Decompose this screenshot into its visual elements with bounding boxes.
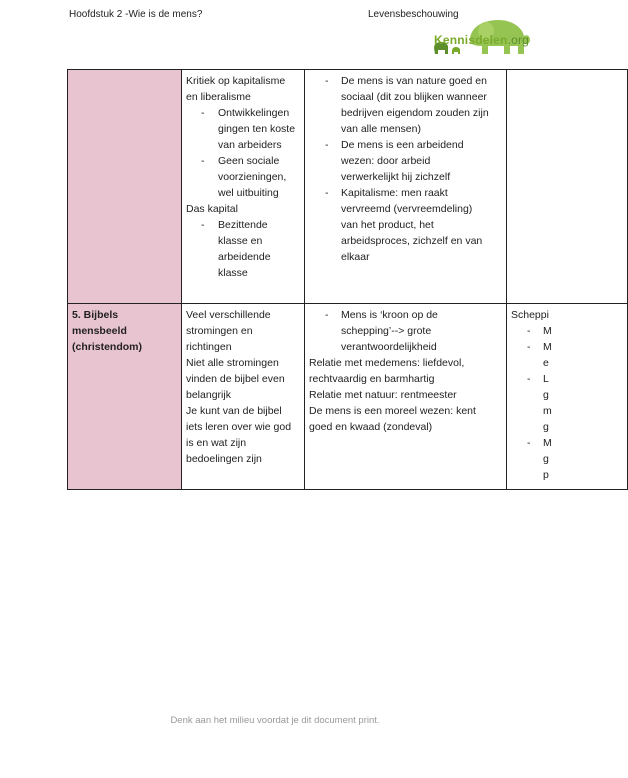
list-item: - Ontwikkelingen gingen ten koste van arbeiders: [201, 107, 296, 151]
table-cell-topic: [68, 70, 182, 304]
text-line: en liberalisme: [186, 91, 251, 103]
footer-note: Denk aan het milieu voordat je dit document print.: [170, 715, 380, 726]
table-cell-view: [305, 70, 507, 304]
table-cell-extra: Scheppi - M - M e - L g m g - M g p: [507, 304, 628, 490]
table-row: [68, 70, 628, 304]
table-cell-view: - Mens is ‘kroon op de schepping’--> grote verantwoordelijkheid Relatie met medemens: liefdevol, rechtvaardig en barmhartig Relatie met natuur: rentmeester De mens is een moreel wezen: kent goed en kwaad (zondeval): [305, 304, 507, 490]
table-cell-info: Veel verschillende stromingen en richtingen Niet alle stromingen vinden de bijbel even belangrijk Je kunt van de bijbel iets leren over wie god is en wat zijn bedoelingen zijn: [182, 304, 305, 490]
table-cell-topic: 5. Bijbels mensbeeld (christendom): [68, 304, 182, 490]
header-chapter: Hoofdstuk 2 -Wie is de mens?: [69, 9, 203, 20]
logo-wordmark: Kennisdelen.org: [434, 33, 530, 47]
table-cell-extra: [507, 70, 628, 304]
table-row: [68, 304, 628, 490]
list-item: - Kapitalisme: men raakt vervreemd (vervreemdeling) van het product, het arbeidsproces, zichzelf en van elkaar: [325, 187, 483, 263]
list-item: - Mens is ‘kroon op de schepping’--> grote verantwoordelijkheid: [325, 309, 438, 353]
list-item: - De mens is een arbeidend wezen: door arbeid verwerkelijkt hij zichzelf: [325, 139, 464, 183]
table-cell-info: [182, 70, 305, 304]
list-item: - Geen sociale voorzieningen, wel uitbuiting: [201, 155, 287, 199]
content-table: [67, 69, 628, 490]
list-item: - De mens is van nature goed en sociaal (dit zou blijken wanneer bedrijven eigendom zouden zijn van alle mensen): [325, 75, 489, 135]
text-line: Kritiek op kapitalisme: [186, 75, 286, 87]
list-item: - Bezittende klasse en arbeidende klasse: [201, 219, 271, 279]
text-line: Das kapital: [186, 203, 238, 215]
header-subject: Levensbeschouwing: [368, 9, 459, 20]
